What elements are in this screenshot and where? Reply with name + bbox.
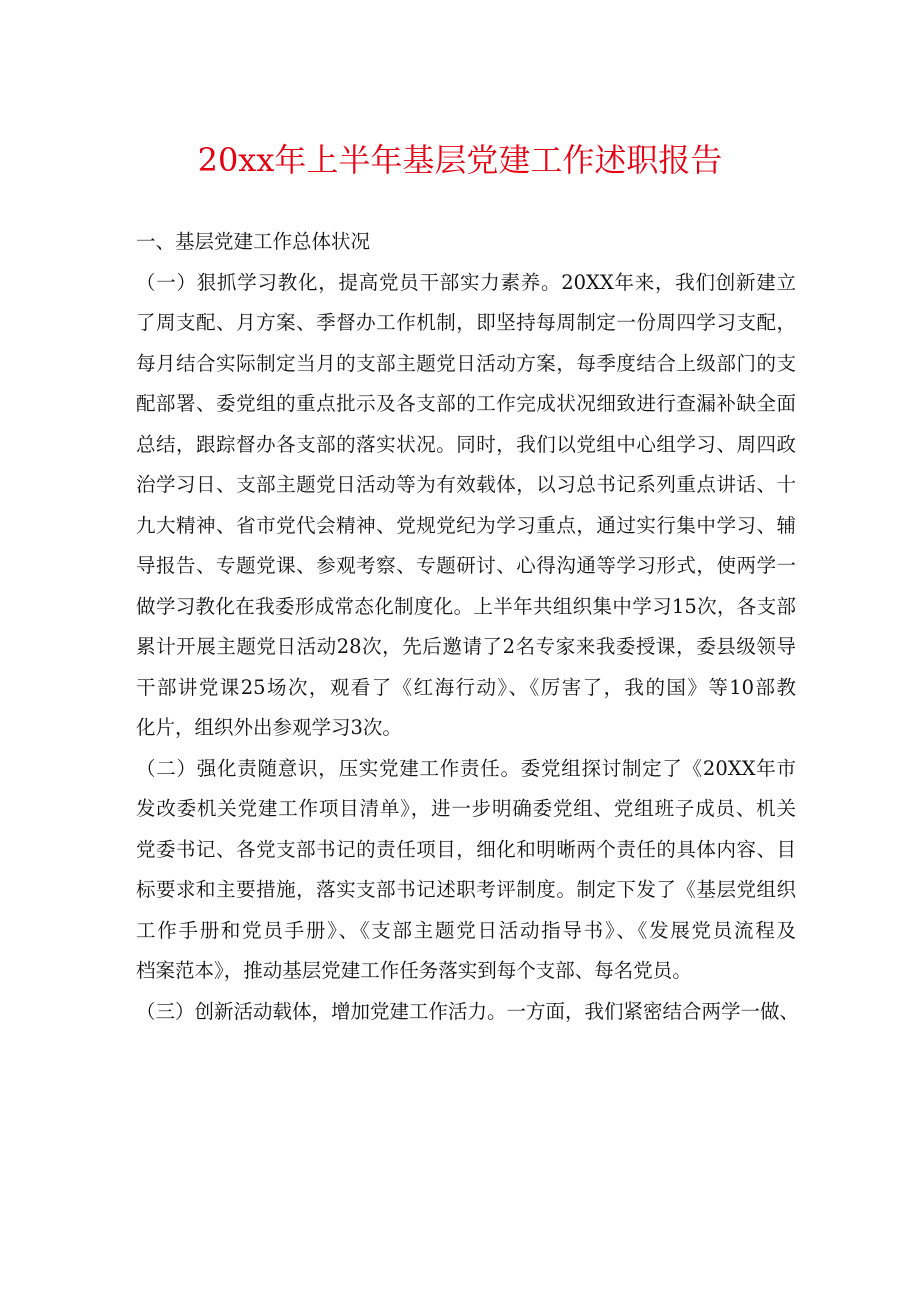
paragraph-line: （二）强化责随意识，压实党建工作责任。委党组探讨制定了《20XX年市	[136, 756, 796, 780]
paragraph-line: 标要求和主要措施，落实支部书记述职考评制度。制定下发了《基层党组织	[136, 878, 796, 901]
paragraph-line: 每月结合实际制定当月的支部主题党日活动方案，每季度结合上级部门的支	[136, 351, 796, 375]
paragraph-line: 九大精神、省市党代会精神、党规党纪为学习重点，通过实行集中学习、辅	[136, 513, 796, 537]
paragraph-line: 总结，跟踪督办各支部的落实状况。同时，我们以党组中心组学习、周四政	[136, 432, 796, 456]
paragraph-line: 干部讲党课25场次，观看了《红海行动》、《厉害了，我的国》等10部教	[136, 675, 796, 699]
document-title: 20xx年上半年基层党建工作述职报告	[197, 141, 723, 179]
section-heading: 一、基层党建工作总体状况	[136, 230, 371, 253]
paragraph-line: 导报告、专题党课、参观考察、专题研讨、心得沟通等学习形式，使两学一	[136, 554, 796, 577]
paragraph-line: 档案范本》，推动基层党建工作任务落实到每个支部、每名党员。	[136, 959, 692, 982]
paragraph-line: 发改委机关党建工作项目清单》，进一步明确委党组、党组班子成员、机关	[136, 797, 796, 820]
paragraph-line: 做学习教化在我委形成常态化制度化。上半年共组织集中学习15次，各支部	[136, 594, 796, 618]
paragraph-line: 累计开展主题党日活动28次，先后邀请了2名专家来我委授课，委县级领导	[136, 635, 796, 658]
paragraph-line: （一）狠抓学习教化，提高党员干部实力素养。20XX年来，我们创新建立	[136, 270, 796, 294]
paragraph-line: 配部署、委党组的重点批示及各支部的工作完成状况细致进行查漏补缺全面	[136, 392, 796, 415]
document-body	[136, 222, 800, 1032]
paragraph-line: 化片，组织外出参观学习3次。	[136, 716, 402, 739]
paragraph-line: 党委书记、各党支部书记的责任项目，细化和明晰两个责任的具体内容、目	[136, 837, 796, 861]
paragraph-line: （三）创新活动载体，增加党建工作活力。一方面，我们紧密结合两学一做、	[136, 999, 800, 1023]
paragraph-line: 治学习日、支部主题党日活动等为有效载体，以习总书记系列重点讲话、十	[136, 473, 796, 496]
paragraph-line: 工作手册和党员手册》、《支部主题党日活动指导书》、《发展党员流程及	[136, 918, 796, 942]
paragraph-line: 了周支配、月方案、季督办工作机制，即坚持每周制定一份周四学习支配，	[136, 311, 796, 334]
